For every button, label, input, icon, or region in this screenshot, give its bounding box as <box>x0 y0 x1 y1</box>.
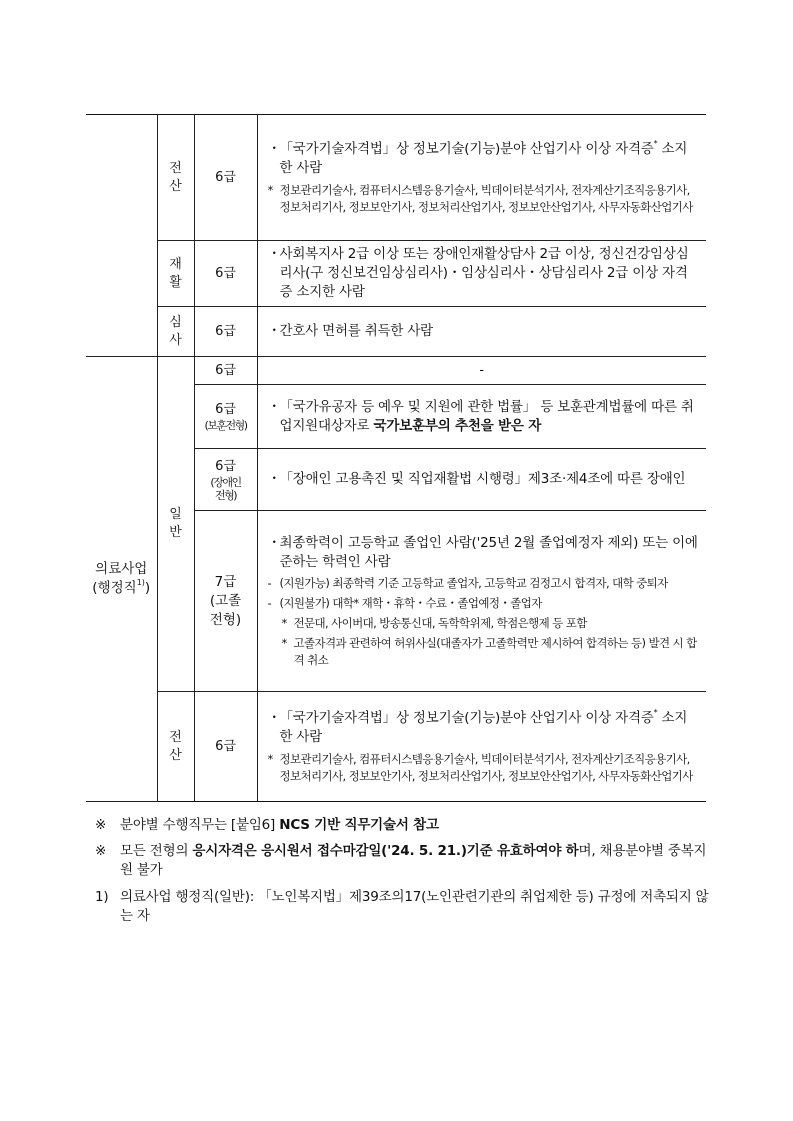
requirement-text: 「국가유공자 등 예우 및 지원에 관한 법률」 등 보훈관계법률에 따른 취업지원대상자로 <box>279 398 694 434</box>
requirement-line <box>268 470 701 489</box>
grade-label: 7급 (고졸 전형) <box>209 573 242 628</box>
bullet-mark: ・ <box>267 246 281 262</box>
notallowed-line <box>268 595 701 612</box>
subcategory-label: 재 활 <box>169 256 182 290</box>
footnote-bold-text: NCS 기반 직무기술서 참고 <box>279 817 439 833</box>
bullet-mark: ・ <box>267 471 281 487</box>
requirement-text: - <box>479 362 485 378</box>
footnote-text: 분야별 수행직무는 [붙임6] <box>120 817 280 833</box>
note-line <box>268 635 701 669</box>
grade-cell <box>194 385 257 449</box>
requirement-cell <box>257 511 706 692</box>
grade-label: 6급 <box>215 169 236 185</box>
requirement-line <box>268 709 701 747</box>
bullet-mark: ・ <box>267 323 281 339</box>
requirement-cell <box>257 692 706 802</box>
requirement-text: 「장애인 고용촉진 및 직업재활법 시행령」제3조·제4조에 따른 장애인 <box>279 471 686 487</box>
grade-cell <box>194 511 257 692</box>
footnote-2 <box>95 842 710 880</box>
note-text: 정보관리기술사, 컴퓨터시스템응용기술사, 빅데이터분석기사, 전자계산기조직응용기사, 정보처리기사, 정보보안기사, 정보처리산업기사, 정보보안산업기사, 사무자동화산업기사 <box>279 751 693 783</box>
footnote-bold-text: 응시자격은 응시원서 접수마감일('24. 5. 21.)기준 유효하여야 하 <box>192 843 579 859</box>
footnote-3 <box>95 888 710 926</box>
grade-cell <box>194 357 257 385</box>
grade-label: 6급 <box>215 323 236 339</box>
note-mark: * <box>281 635 287 650</box>
grade-label: 6급 <box>215 458 236 474</box>
asterisk-sup: * <box>653 138 658 148</box>
requirement-cell <box>257 385 706 449</box>
qualification-table <box>86 114 706 802</box>
footnote-text: 모든 전형의 <box>120 843 193 859</box>
requirement-cell <box>257 115 706 241</box>
note-mark: * <box>267 751 273 766</box>
allowed-text: (지원가능) 최종학력 기준 고등학교 졸업자, 고등학교 검정고시 합격자, 대학 중퇴자 <box>279 575 668 590</box>
allowed-line <box>268 575 701 592</box>
requirement-line <box>268 398 701 436</box>
requirement-text-cont: 소지한 사람 <box>279 140 688 176</box>
bullet-mark: ・ <box>267 398 281 415</box>
footnote-text-cont: 며, 채용분야별 중복지원 불가 <box>120 843 707 878</box>
category-sub-label: (행정직$^{1)}$) <box>92 578 151 596</box>
note-text: 고졸자격과 관련하여 허위사실(대졸자가 고졸학력만 제시하여 합격하는 등) 발견 시 합격 취소 <box>293 635 697 667</box>
category-label: 의료사업 <box>95 561 148 577</box>
note-text: 정보관리기술사, 컴퓨터시스템응용기술사, 빅데이터분석기사, 전자계산기조직응용기사, 정보처리기사, 정보보안기사, 정보처리산업기사, 정보보안산업기사, 사무자동화산업기사 <box>279 182 693 214</box>
note-text: 전문대, 사이버대, 방송통신대, 독학학위제, 학점은행제 등 포함 <box>293 615 587 630</box>
footnote-number: 1) <box>95 889 109 905</box>
requirement-bold-text: 국가보훈부의 추천을 받은 자 <box>373 417 542 434</box>
dash-mark: - <box>267 595 272 610</box>
subcategory-label: 전 산 <box>169 729 182 763</box>
note-line <box>268 615 701 632</box>
reference-mark: ※ <box>95 817 107 833</box>
requirement-text: 최종학력이 고등학교 졸업인 사람('25년 2월 졸업예정자 제외) 또는 이에 준하는 학력인 사람 <box>279 534 698 570</box>
subcategory-rehab <box>157 241 194 307</box>
category-cell-empty <box>86 115 157 357</box>
footnote-1 <box>95 816 710 835</box>
grade-label: 6급 <box>215 402 236 417</box>
category-medical <box>86 357 157 802</box>
subcategory-it <box>157 115 194 241</box>
note-line <box>268 751 701 785</box>
requirement-cell <box>257 449 706 511</box>
requirement-line <box>268 534 701 572</box>
dash-mark: - <box>267 575 272 590</box>
table-row-rehab <box>86 241 706 307</box>
bullet-mark: ・ <box>267 140 281 157</box>
reference-mark: ※ <box>95 843 107 859</box>
requirement-cell <box>257 241 706 307</box>
bullet-mark: ・ <box>267 534 281 551</box>
grade-cell <box>194 307 257 357</box>
bullet-mark: ・ <box>267 709 281 726</box>
requirement-line <box>268 322 701 341</box>
grade-cell <box>194 241 257 307</box>
subcategory-label: 심 사 <box>169 314 182 348</box>
table-row-it-top <box>86 115 706 241</box>
requirement-text: 사회복지사 2급 이상 또는 장애인재활상담사 2급 이상, 정신건강임상심리사(구 정신보건임상심리사)・임상심리사・상담심리사 2급 이상 자격증 소지한 사람 <box>279 246 689 300</box>
requirement-text: 간호사 면허를 취득한 사람 <box>279 323 434 339</box>
grade-sub-label: (보훈전형) <box>204 419 247 432</box>
requirement-cell <box>257 307 706 357</box>
footnote-text: 의료사업 행정직(일반): 「노인복지법」제39조의17(노인관련기관의 취업제한 등) 규정에 저촉되지 않는 자 <box>120 889 709 924</box>
requirement-text: 「국가기술자격법」상 정보기술(기능)분야 산업기사 이상 자격증 <box>279 140 654 157</box>
table-row-it-bottom <box>86 692 706 802</box>
subcategory-label: 일 반 <box>169 507 182 540</box>
subcategory-label: 전 산 <box>169 160 182 194</box>
subcategory-general <box>157 357 194 692</box>
grade-label: 6급 <box>215 362 236 378</box>
table-row-review <box>86 307 706 357</box>
grade-label: 6급 <box>215 265 236 281</box>
subcategory-it <box>157 692 194 802</box>
grade-cell <box>194 449 257 511</box>
asterisk-sup: * <box>653 707 658 717</box>
note-mark: * <box>281 615 287 630</box>
requirement-line <box>268 140 701 178</box>
table-row-general-6 <box>86 357 706 385</box>
notallowed-text: (지원불가) 대학* 재학・휴학・수료・졸업예정・졸업자 <box>279 595 542 610</box>
requirement-text: 「국가기술자격법」상 정보기술(기능)분야 산업기사 이상 자격증 <box>279 709 654 726</box>
requirement-cell <box>257 357 706 385</box>
note-mark: * <box>267 182 273 197</box>
note-line <box>268 182 701 216</box>
grade-cell <box>194 115 257 241</box>
requirement-text-cont: 소지한 사람 <box>279 709 688 745</box>
grade-label: 6급 <box>215 738 236 754</box>
grade-cell <box>194 692 257 802</box>
requirement-line <box>268 245 701 302</box>
grade-sub-label: (장애인 전형) <box>210 475 241 502</box>
subcategory-review <box>157 307 194 357</box>
